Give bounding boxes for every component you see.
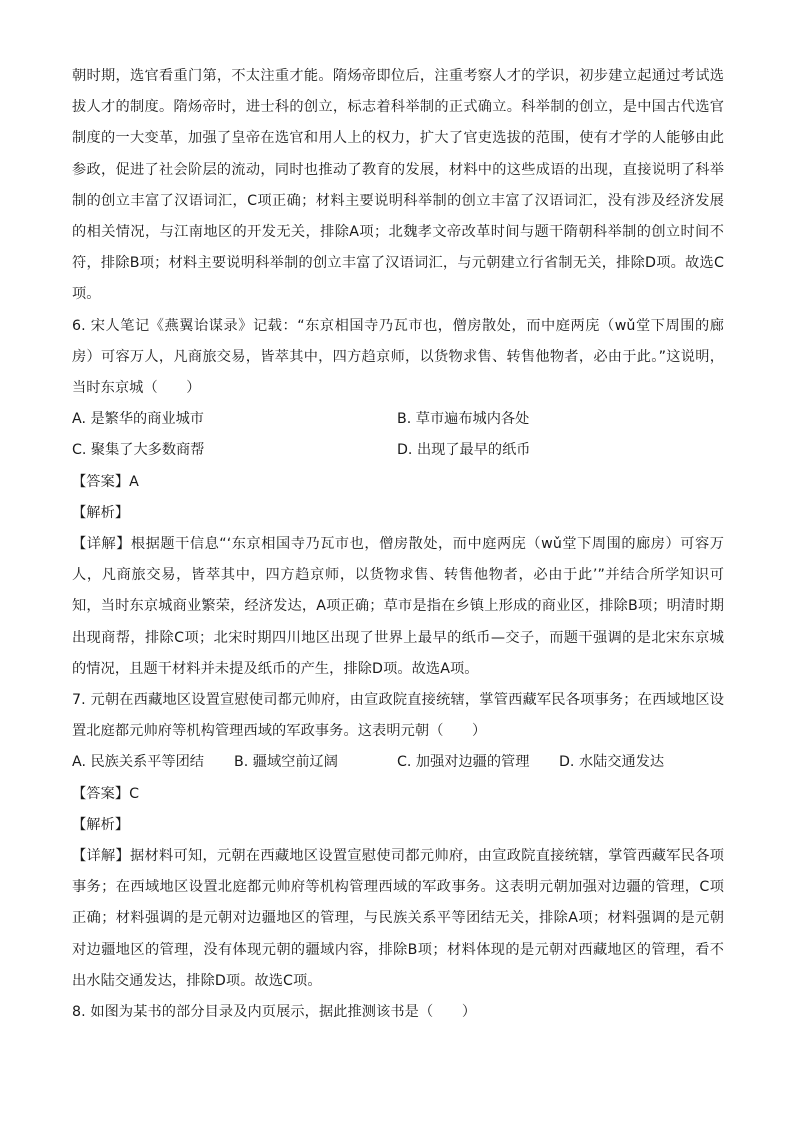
question-7-stem: 7. 元朝在西藏地区设置宣慰使司都元帅府，由宣政院直接统辖，掌管西藏军民各项事务；在西域地区设置北庭都元帅府等机构管理西域的军政事务。这表明元朝（ ） xyxy=(72,692,724,740)
q7-option-a: A. 民族关系平等团结 xyxy=(72,754,204,771)
q6-option-b: B. 草市遍布城内各处 xyxy=(397,411,530,428)
q6-analysis-heading: 【解析】 xyxy=(72,504,130,521)
q6-option-c: C. 聚集了大多数商帮 xyxy=(72,442,205,459)
q7-options-row xyxy=(72,747,724,778)
q6-option-a: A. 是繁华的商业城市 xyxy=(72,411,204,428)
q7-answer: 【答案】C xyxy=(72,785,140,802)
q7-option-b: B. 疆域空前辽阔 xyxy=(234,754,338,771)
q7-option-c: C. 加强对边疆的管理 xyxy=(397,754,530,771)
q7-analysis-heading: 【解析】 xyxy=(72,816,130,833)
question-8-stem: 8. 如图为某书的部分目录及内页展示，据此推测该书是（ ） xyxy=(72,1004,477,1021)
q6-option-d: D. 出现了最早的纸币 xyxy=(397,442,531,459)
q7-option-d: D. 水陆交通发达 xyxy=(559,754,665,771)
q6-options-row-2 xyxy=(72,435,724,466)
q6-answer: 【答案】A xyxy=(72,473,139,490)
q6-detail: 【详解】根据题干信息“‘东京相国寺乃瓦市也，僧房散处，而中庭两庑（wǔ堂下周围的廊房）可容万人，凡商旅交易，皆萃其中，四方趋京师，以货物求售、转售他物者，必由于此’”并结合所学知识可知，当时东京城商业繁荣，经济发达，A项正确；草市是指在乡镇上形成的商业区，排除B项；明清时期出现商帮，排除C项；北宋时期四川地区出现了世界上最早的纸币—交子，而题干强调的是北宋东京城的情况，且题干材料并未提及纸币的产生，排除D项。故选A项。 xyxy=(72,536,724,677)
q6-options-row-1 xyxy=(72,404,724,435)
q5-explanation-continued: 朝时期，选官看重门第，不太注重才能。隋炀帝即位后，注重考察人才的学识，初步建立起通过考试选拔人才的制度。隋炀帝时，进士科的创立，标志着科举制的正式确立。科举制的创立，是中国古代选官制度的一大变革，加强了皇帝在选官和用人上的权力，扩大了官吏选拔的范围，使有才学的人能够由此参政，促进了社会阶层的流动，同时也推动了教育的发展，材料中的这些成语的出现，直接说明了科举制的创立丰富了汉语词汇，C项正确；材料主要说明科举制的创立丰富了汉语词汇，没有涉及经济发展的相关情况，与江南地区的开发无关，排除A项；北魏孝文帝改革时间与题干隋朝科举制的创立时间不符，排除B项；材料主要说明科举制的创立丰富了汉语词汇，与元朝建立行省制无关，排除D项。故选C项。 xyxy=(72,68,724,303)
document-page xyxy=(72,61,724,1028)
q7-detail: 【详解】据材料可知，元朝在西藏地区设置宣慰使司都元帅府，由宣政院直接统辖，掌管西藏军民各项事务；在西域地区设置北庭都元帅府等机构管理西域的军政事务。这表明元朝加强对边疆的管理，C项正确；材料强调的是元朝对边疆地区的管理，与民族关系平等团结无关，排除A项；材料强调的是元朝对边疆地区的管理，没有体现元朝的疆域内容，排除B项；材料体现的是元朝对西藏地区的管理，看不出水陆交通发达，排除D项。故选C项。 xyxy=(72,848,724,989)
question-6-stem: 6. 宋人笔记《燕翼诒谋录》记载：“东京相国寺乃瓦市也，僧房散处，而中庭两庑（wǔ堂下周围的廊房）可容万人，凡商旅交易，皆萃其中，四方趋京师，以货物求售、转售他物者，必由于此。”这说明，当时东京城（ ） xyxy=(72,317,724,397)
